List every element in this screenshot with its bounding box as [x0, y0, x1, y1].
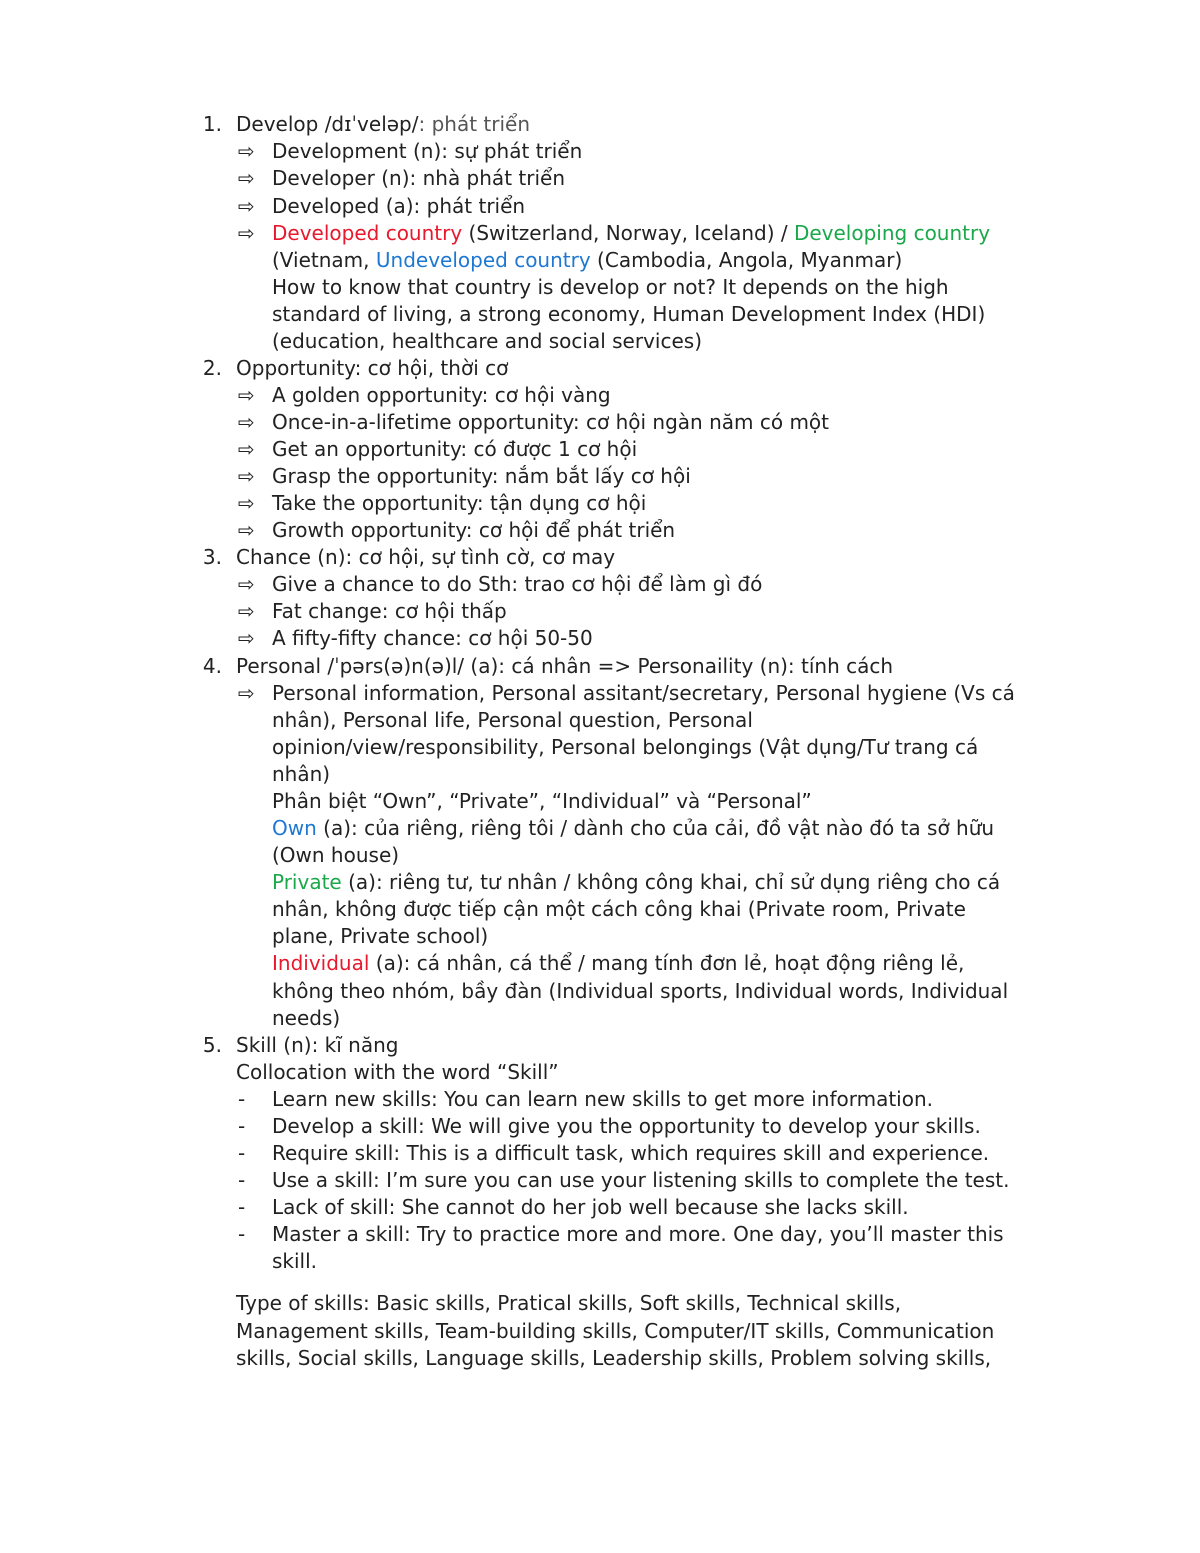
term-meaning: : phát triển: [418, 112, 531, 136]
list-number: 1.: [202, 112, 222, 136]
arrow-icon: ⇨: [238, 410, 255, 434]
paragraph-line: opinion/view/responsibility, Personal belongings (Vật dụng/Tư trang cá: [272, 735, 979, 759]
paragraph-line: không theo nhóm, bầy đàn (Individual sports, Individual words, Individual: [272, 979, 1009, 1003]
list-item: Develop a skill: We will give you the opportunity to develop your skills.: [272, 1114, 981, 1138]
list-item-continuation: [272, 247, 902, 274]
list-item: Growth opportunity: cơ hội để phát triển: [272, 518, 676, 542]
arrow-icon: ⇨: [238, 166, 255, 190]
section-title: Chance (n): cơ hội, sự tình cờ, cơ may: [236, 545, 616, 569]
own-term: Own: [272, 816, 317, 840]
paragraph-line: Management skills, Team-building skills, Computer/IT skills, Communication: [236, 1319, 995, 1343]
arrow-icon: ⇨: [238, 221, 255, 245]
list-item: Give a chance to do Sth: trao cơ hội để làm gì đó: [272, 572, 763, 596]
arrow-icon: ⇨: [238, 681, 255, 705]
paragraph-line: Collocation with the word “Skill”: [236, 1060, 559, 1084]
section-title: [236, 111, 530, 138]
arrow-icon: ⇨: [238, 194, 255, 218]
paragraph-line: Phân biệt “Own”, “Private”, “Individual” và “Personal”: [272, 789, 812, 813]
list-item: Fat change: cơ hội thấp: [272, 599, 507, 623]
paragraph-line: needs): [272, 1006, 341, 1030]
dash-bullet: -: [238, 1168, 246, 1192]
examples-text: (Vietnam,: [272, 248, 376, 272]
dash-bullet: -: [238, 1222, 246, 1246]
list-number: 4.: [202, 654, 222, 678]
paragraph-line: plane, Private school): [272, 924, 489, 948]
list-item: Learn new skills: You can learn new skills to get more information.: [272, 1087, 934, 1111]
dash-bullet: -: [238, 1114, 246, 1138]
dash-bullet: -: [238, 1195, 246, 1219]
arrow-icon: ⇨: [238, 599, 255, 623]
private-term: Private: [272, 870, 342, 894]
list-number: 3.: [202, 545, 222, 569]
paragraph-line: standard of living, a strong economy, Human Development Index (HDI): [272, 302, 986, 326]
paragraph-line: [272, 869, 1000, 896]
paragraph-line: [272, 950, 964, 977]
paragraph-line: skill.: [272, 1249, 318, 1273]
definition-text: (a): riêng tư, tư nhân / không công khai, chỉ sử dụng riêng cho cá: [341, 870, 1001, 894]
arrow-icon: ⇨: [238, 464, 255, 488]
list-item: Development (n): sự phát triển: [272, 139, 583, 163]
dash-bullet: -: [238, 1141, 246, 1165]
term: Develop /dɪˈveləp/: [236, 112, 419, 136]
list-item: Require skill: This is a difficult task, which requires skill and experience.: [272, 1141, 990, 1165]
definition-text: (a): cá nhân, cá thể / mang tính đơn lẻ, hoạt động riêng lẻ,: [369, 951, 965, 975]
paragraph-line: nhân, không được tiếp cận một cách công khai (Private room, Private: [272, 897, 966, 921]
list-item: A golden opportunity: cơ hội vàng: [272, 383, 611, 407]
paragraph-line: nhân), Personal life, Personal question, Personal: [272, 708, 753, 732]
list-item: Lack of skill: She cannot do her job well because she lacks skill.: [272, 1195, 909, 1219]
list-item: Once-in-a-lifetime opportunity: cơ hội ngàn năm có một: [272, 410, 830, 434]
list-item: Developed (a): phát triển: [272, 194, 526, 218]
individual-term: Individual: [272, 951, 370, 975]
developed-country-term: Developed country: [272, 221, 463, 245]
arrow-icon: ⇨: [238, 491, 255, 515]
paragraph-line: (Own house): [272, 843, 400, 867]
section-title: Opportunity: cơ hội, thời cơ: [236, 356, 509, 380]
list-item: Get an opportunity: có được 1 cơ hội: [272, 437, 638, 461]
examples-text: (Switzerland, Norway, Iceland) /: [462, 221, 794, 245]
list-item: Use a skill: I’m sure you can use your listening skills to complete the test.: [272, 1168, 1010, 1192]
undeveloped-country-term: Undeveloped country: [375, 248, 591, 272]
paragraph-line: Type of skills: Basic skills, Pratical skills, Soft skills, Technical skills,: [236, 1291, 902, 1315]
list-item: Master a skill: Try to practice more and more. One day, you’ll master this: [272, 1222, 1004, 1246]
arrow-icon: ⇨: [238, 437, 255, 461]
examples-text: (Cambodia, Angola, Myanmar): [590, 248, 903, 272]
developing-country-term: Developing country: [793, 221, 991, 245]
arrow-icon: ⇨: [238, 626, 255, 650]
dash-bullet: -: [238, 1087, 246, 1111]
list-item: Grasp the opportunity: nắm bắt lấy cơ hội: [272, 464, 691, 488]
arrow-icon: ⇨: [238, 139, 255, 163]
list-item: Personal information, Personal assitant/secretary, Personal hygiene (Vs cá: [272, 681, 1015, 705]
paragraph-line: (education, healthcare and social services): [272, 329, 702, 353]
list-number: 5.: [202, 1033, 222, 1057]
paragraph-line: How to know that country is develop or not? It depends on the high: [272, 275, 949, 299]
list-item: Developer (n): nhà phát triển: [272, 166, 565, 190]
definition-text: (a): của riêng, riêng tôi / dành cho của cải, đồ vật nào đó ta sở hữu: [316, 816, 995, 840]
list-number: 2.: [202, 356, 222, 380]
arrow-icon: ⇨: [238, 572, 255, 596]
arrow-icon: ⇨: [238, 383, 255, 407]
section-title: Skill (n): kĩ năng: [236, 1033, 399, 1057]
paragraph-line: nhân): [272, 762, 331, 786]
arrow-icon: ⇨: [238, 518, 255, 542]
list-item: A fifty-fifty chance: cơ hội 50-50: [272, 626, 593, 650]
paragraph-line: skills, Social skills, Language skills, Leadership skills, Problem solving skills,: [236, 1346, 992, 1370]
paragraph-line: [272, 815, 994, 842]
list-item: [272, 220, 990, 247]
section-title: Personal /ˈpərs(ə)n(ə)l/ (a): cá nhân => Personaility (n): tính cách: [236, 654, 894, 678]
list-item: Take the opportunity: tận dụng cơ hội: [272, 491, 647, 515]
